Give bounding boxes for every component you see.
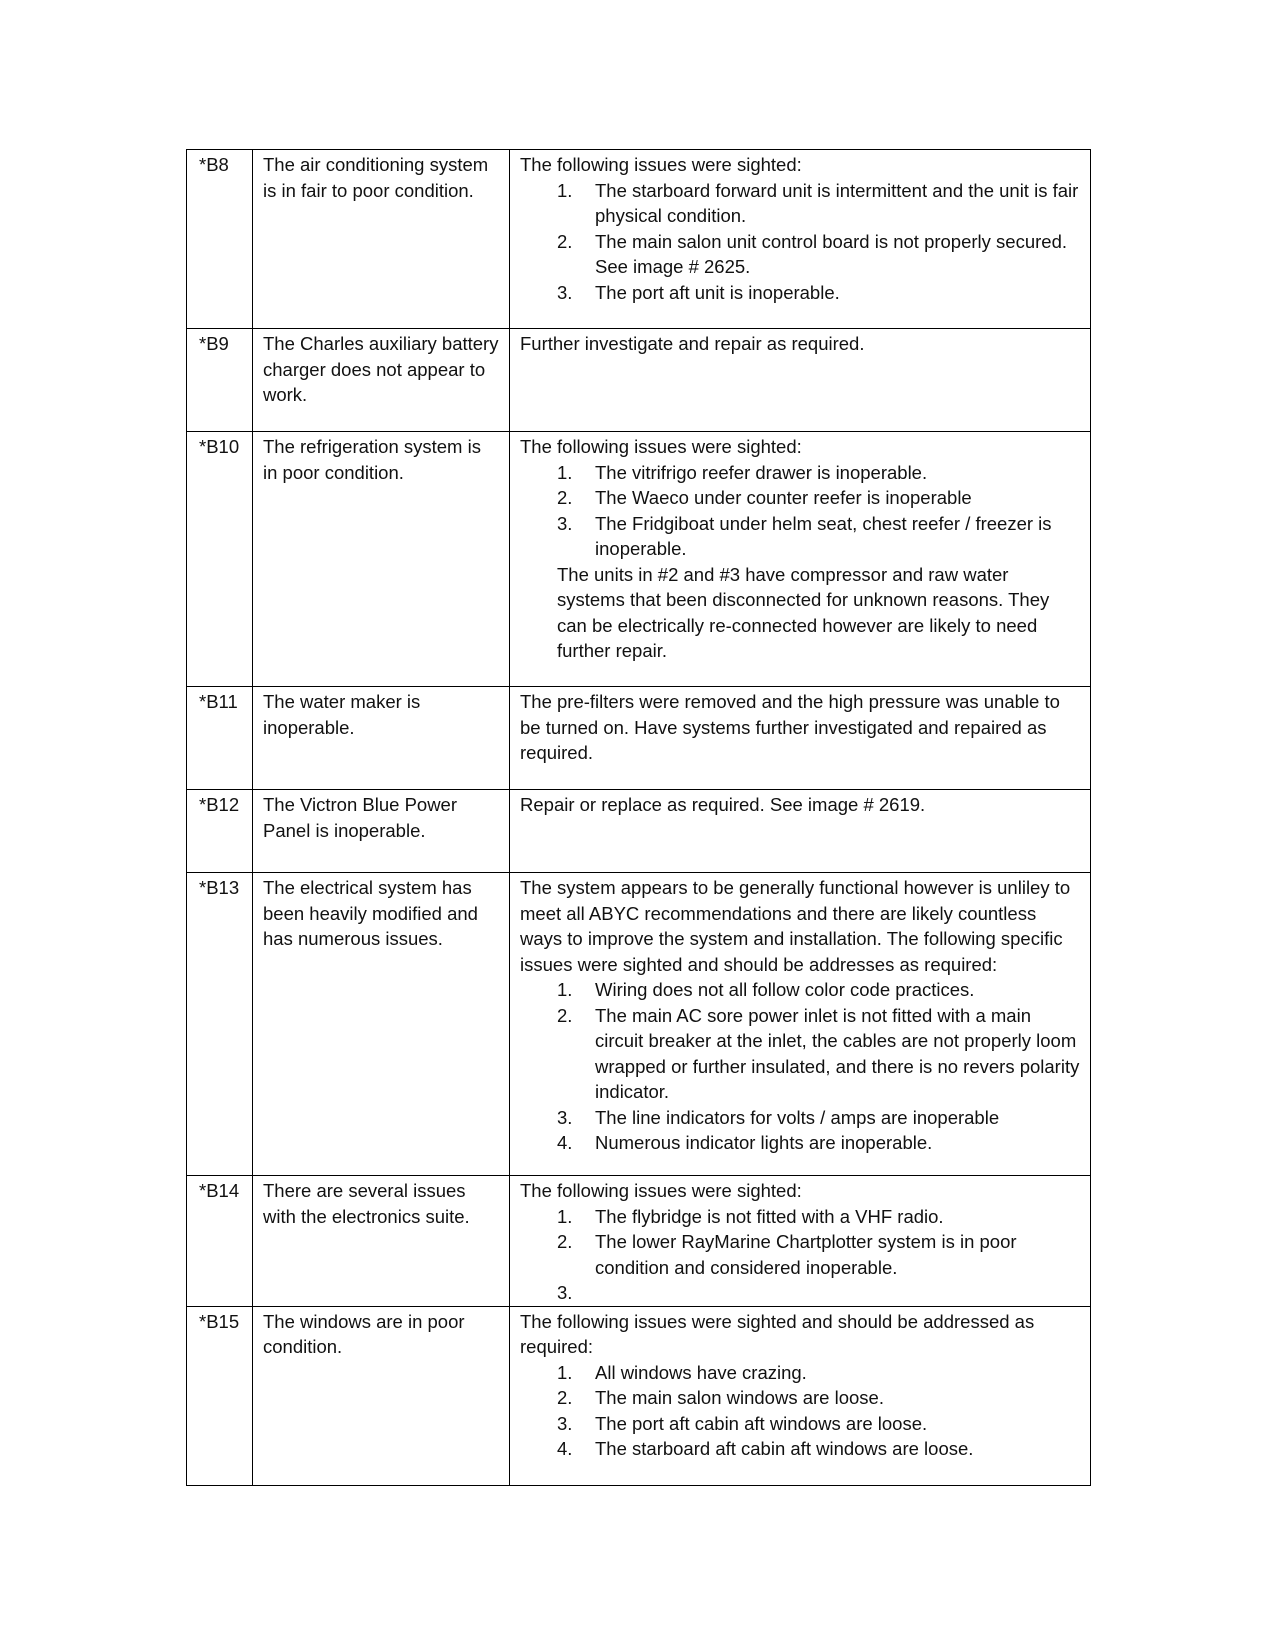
- finding-row-b14: [187, 1176, 1091, 1307]
- issue-item: Numerous indicator lights are inoperable.: [595, 1132, 933, 1153]
- issue-item: The starboard forward unit is intermittent and the unit is fair physical condition.: [595, 179, 1079, 226]
- recommendation-intro: The following issues were sighted:: [520, 436, 802, 457]
- finding-description: There are several issues with the electronics suite.: [253, 1176, 510, 1307]
- finding-id: *B14: [187, 1176, 253, 1307]
- issue-item: The vitrifrigo reefer drawer is inoperable.: [595, 461, 928, 483]
- issue-item: Wiring does not all follow color code practices.: [595, 979, 975, 1000]
- issue-item: The main salon windows are loose.: [595, 1387, 884, 1408]
- finding-row-b8: [187, 150, 1091, 329]
- finding-description: The air conditioning system is in fair to poor condition.: [253, 150, 510, 329]
- recommendation-intro: The system appears to be generally functional however is unliley to meet all ABYC recommendations and there are likely countless ways to improve the system and installation. The following specific issues were sighted and should be addresses as required:: [520, 877, 1071, 975]
- recommendation-intro: The pre-filters were removed and the high pressure was unable to be turned on. Have systems further investigated and repaired as required.: [520, 691, 1060, 763]
- finding-recommendation: [510, 329, 1091, 432]
- finding-id: *B8: [187, 150, 253, 329]
- recommendation-intro: The following issues were sighted:: [520, 154, 802, 175]
- recommendation-intro: The following issues were sighted:: [520, 1180, 802, 1201]
- finding-row-b11: [187, 687, 1091, 790]
- issue-list: [520, 1204, 1080, 1306]
- recommendation-intro: The following issues were sighted and should be addressed as required:: [520, 1310, 1035, 1357]
- finding-recommendation: [510, 1176, 1091, 1307]
- issue-list: [520, 460, 1080, 562]
- finding-row-b12: [187, 790, 1091, 873]
- issue-item: The lower RayMarine Chartplotter system is in poor condition and considered inoperable.: [595, 1231, 1017, 1278]
- finding-description: The Charles auxiliary battery charger does not appear to work.: [253, 329, 510, 432]
- issue-item: The Waeco under counter reefer is inoperable: [595, 487, 972, 508]
- finding-recommendation: [510, 1306, 1091, 1485]
- finding-description: The refrigeration system is in poor condition.: [253, 432, 510, 687]
- issue-item: The flybridge is not fitted with a VHF radio.: [595, 1205, 944, 1227]
- finding-row-b13: [187, 873, 1091, 1176]
- finding-recommendation: [510, 790, 1091, 873]
- issue-list: [520, 977, 1080, 1156]
- finding-id: *B12: [187, 790, 253, 873]
- issue-item: The starboard aft cabin aft windows are loose.: [595, 1438, 974, 1459]
- issue-list: [520, 1360, 1080, 1462]
- finding-id: *B15: [187, 1306, 253, 1485]
- finding-id: *B11: [187, 687, 253, 790]
- issue-item: All windows have crazing.: [595, 1361, 807, 1383]
- finding-recommendation: [510, 873, 1091, 1176]
- issue-item: The main salon unit control board is not properly secured. See image # 2625.: [595, 230, 1068, 277]
- finding-row-b15: [187, 1306, 1091, 1485]
- recommendation-intro: Repair or replace as required. See image # 2619.: [520, 794, 926, 815]
- finding-id: *B9: [187, 329, 253, 432]
- issue-list: [520, 178, 1080, 306]
- issue-item: The Fridgiboat under helm seat, chest reefer / freezer is inoperable.: [595, 512, 1052, 559]
- finding-id: *B10: [187, 432, 253, 687]
- finding-description: The electrical system has been heavily modified and has numerous issues.: [253, 873, 510, 1176]
- finding-description: The windows are in poor condition.: [253, 1306, 510, 1485]
- recommendation-intro: Further investigate and repair as required.: [520, 333, 865, 354]
- finding-recommendation: [510, 687, 1091, 790]
- recommendation-note: The units in #2 and #3 have compressor and raw water systems that been disconnected for unknown reasons. They can be electrically re-connected however are likely to need further repair.: [557, 563, 1050, 661]
- finding-recommendation: [510, 432, 1091, 687]
- finding-row-b9: [187, 329, 1091, 432]
- finding-id: *B13: [187, 873, 253, 1176]
- issue-item-empty: [595, 1280, 1080, 1306]
- issue-item: The port aft cabin aft windows are loose.: [595, 1412, 928, 1434]
- finding-row-b10: [187, 432, 1091, 687]
- issue-item: The line indicators for volts / amps are inoperable: [595, 1106, 1000, 1128]
- issue-item: The main AC sore power inlet is not fitted with a main circuit breaker at the inlet, the cables are not properly loom wrapped or further insulated, and there is no revers polarity indicator.: [595, 1004, 1080, 1102]
- finding-description: The water maker is inoperable.: [253, 687, 510, 790]
- finding-description: The Victron Blue Power Panel is inoperable.: [253, 790, 510, 873]
- issue-item: The port aft unit is inoperable.: [595, 281, 840, 303]
- findings-table: [186, 149, 1091, 1486]
- finding-recommendation: [510, 150, 1091, 329]
- document-page: [186, 149, 1090, 1486]
